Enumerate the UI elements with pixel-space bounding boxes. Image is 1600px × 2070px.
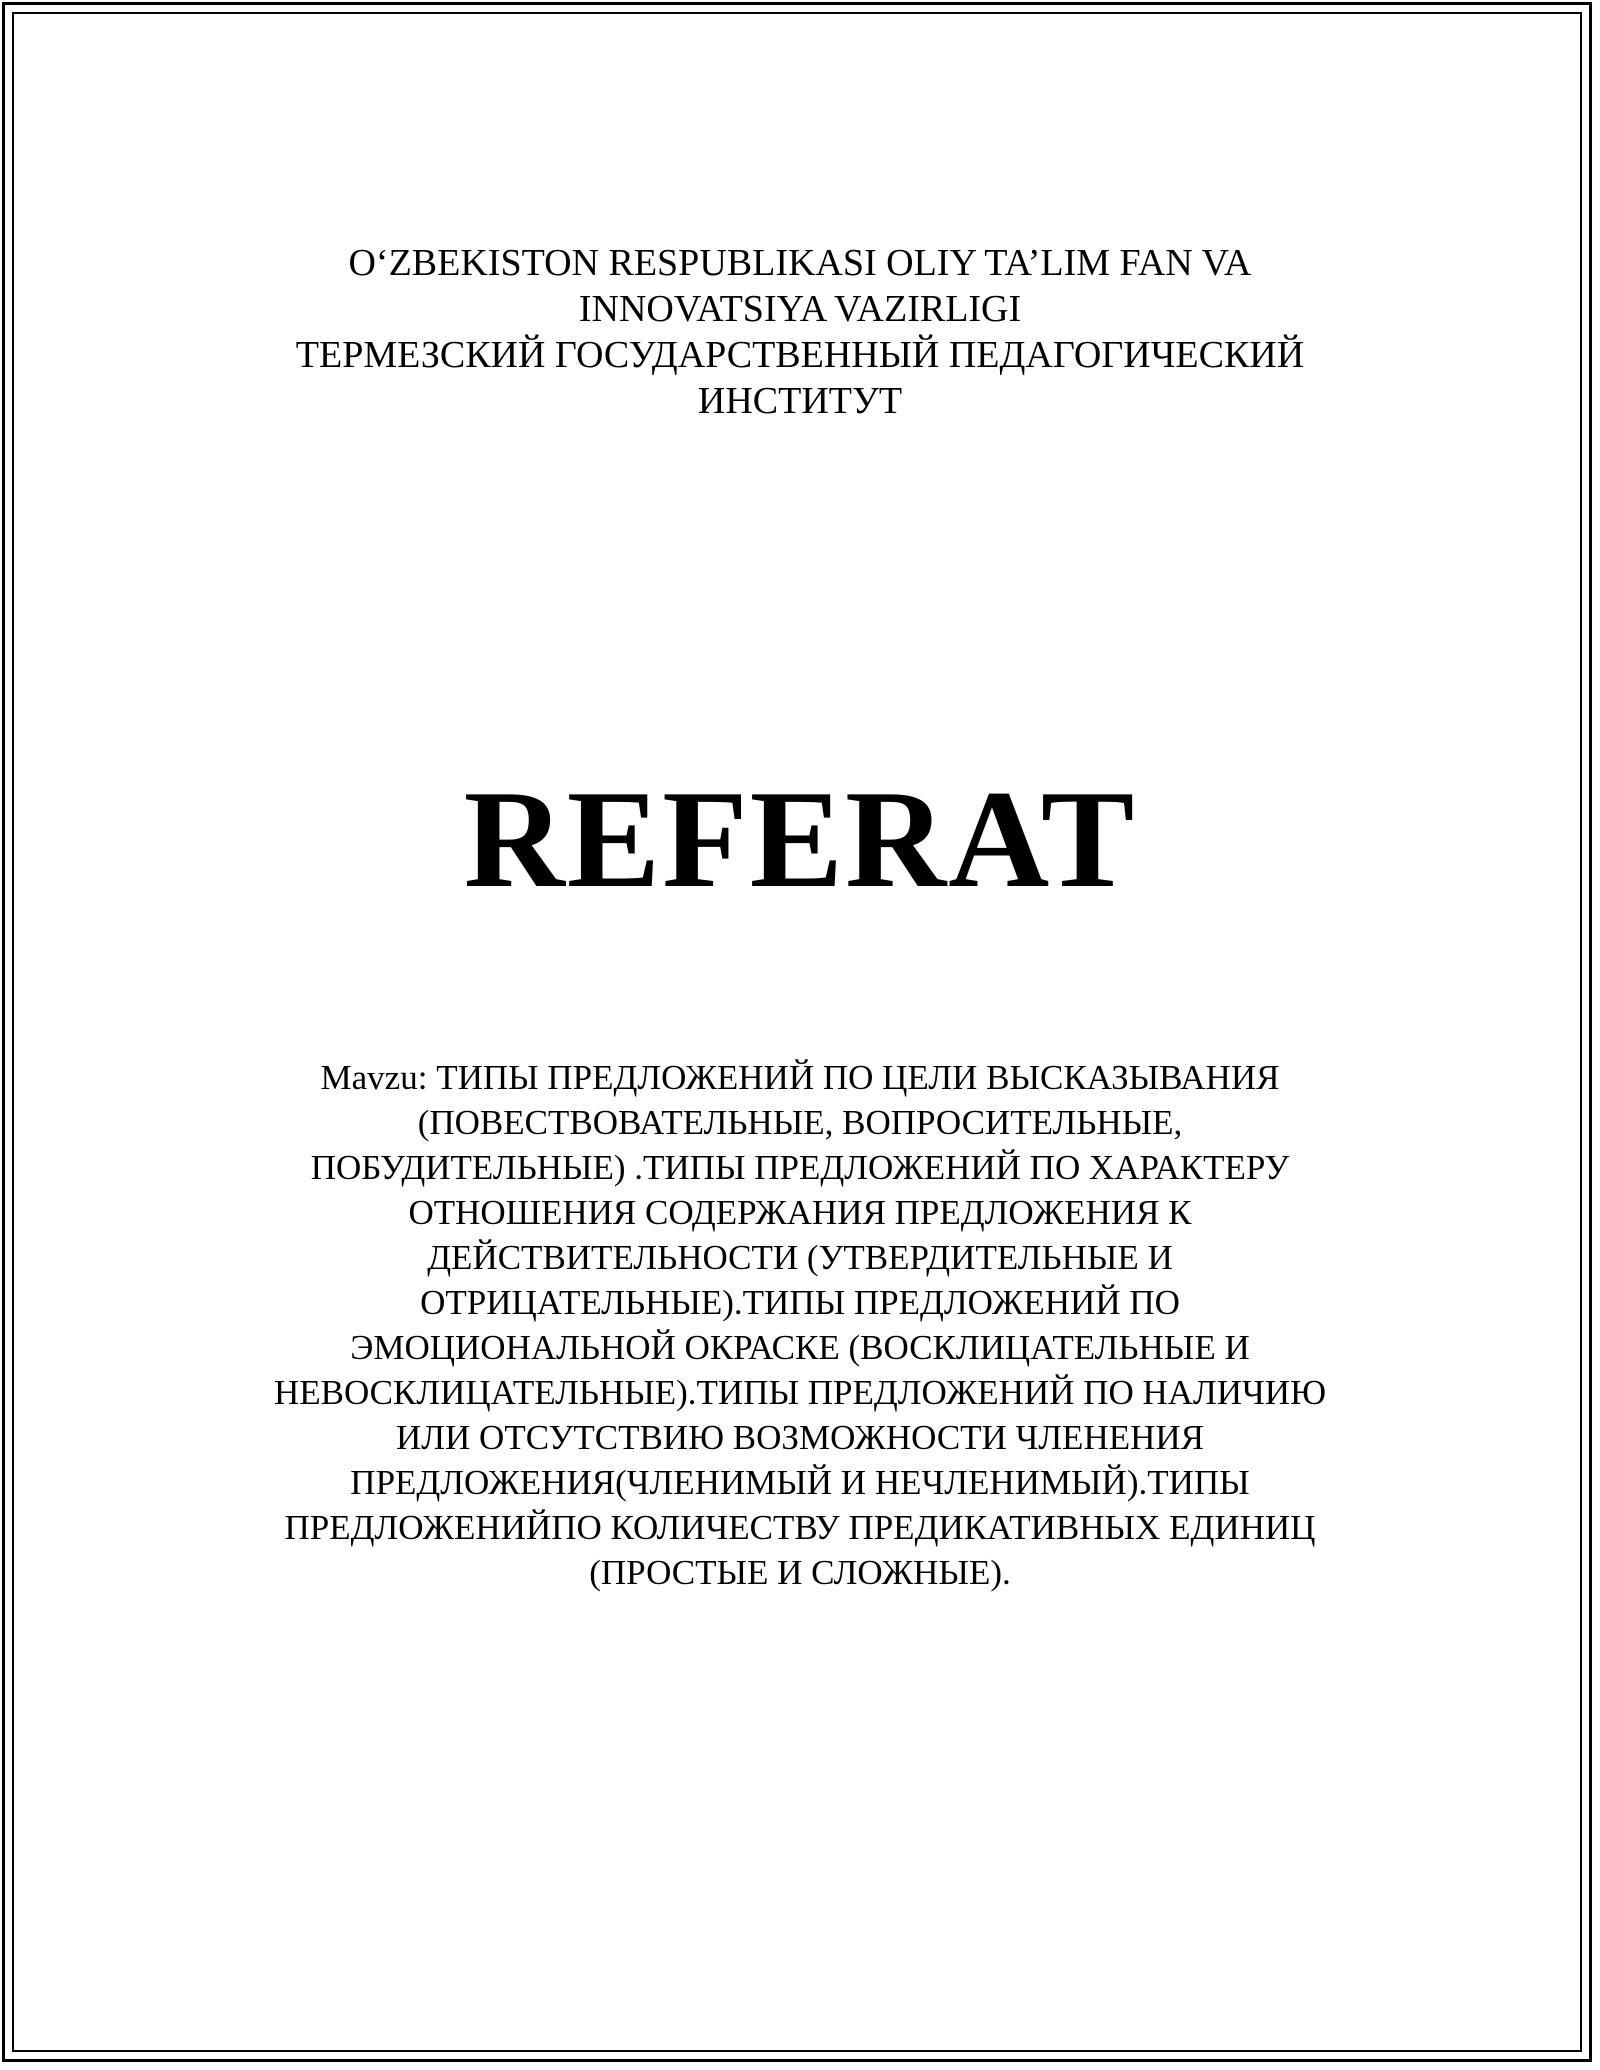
header-line: ИНСТИТУТ <box>697 380 903 422</box>
topic-line: ДЕЙСТВИТЕЛЬНОСТИ (УТВЕРДИТЕЛЬНЫЕ И <box>427 1238 1173 1277</box>
header-line: O‘ZBEKISTON RESPUBLIKASI OLIY TA’LIM FAN VA <box>348 242 1252 284</box>
document-title: REFERAT <box>463 762 1137 917</box>
header-line: INNOVATSIYA VAZIRLIGI <box>578 288 1022 330</box>
topic-line: ИЛИ ОТСУТСТВИЮ ВОЗМОЖНОСТИ ЧЛЕНЕНИЯ <box>396 1418 1204 1457</box>
topic-line: ОТРИЦАТЕЛЬНЫЕ).ТИПЫ ПРЕДЛОЖЕНИЙ ПО <box>420 1283 1180 1322</box>
topic-line: ПРЕДЛОЖЕНИЙПО КОЛИЧЕСТВУ ПРЕДИКАТИВНЫХ ЕДИНИЦ <box>284 1508 1316 1547</box>
header-line: ТЕРМЕЗСКИЙ ГОСУДАРСТВЕННЫЙ ПЕДАГОГИЧЕСКИЙ <box>295 334 1305 376</box>
topic-line: ПОБУДИТЕЛЬНЫЕ) .ТИПЫ ПРЕДЛОЖЕНИЙ ПО ХАРАКТЕРУ <box>310 1148 1290 1187</box>
topic-line: ОТНОШЕНИЯ СОДЕРЖАНИЯ ПРЕДЛОЖЕНИЯ К <box>408 1193 1192 1232</box>
topic-line: ПРЕДЛОЖЕНИЯ(ЧЛЕНИМЫЙ И НЕЧЛЕНИМЫЙ).ТИПЫ <box>350 1463 1250 1502</box>
topic-line: ЭМОЦИОНАЛЬНОЙ ОКРАСКЕ (ВОСКЛИЦАТЕЛЬНЫЕ И <box>350 1328 1250 1367</box>
topic-line: (ПОВЕСТВОВАТЕЛЬНЫЕ, ВОПРОСИТЕЛЬНЫЕ, <box>417 1103 1183 1142</box>
topic-line: Mavzu: ТИПЫ ПРЕДЛОЖЕНИЙ ПО ЦЕЛИ ВЫСКАЗЫВАНИЯ <box>320 1058 1280 1097</box>
institution-header <box>200 240 1400 424</box>
topic-block <box>200 1055 1400 1595</box>
topic-line: НЕВОСКЛИЦАТЕЛЬНЫЕ).ТИПЫ ПРЕДЛОЖЕНИЙ ПО НАЛИЧИЮ <box>273 1373 1327 1412</box>
topic-line: (ПРОСТЫЕ И СЛОЖНЫЕ). <box>589 1553 1011 1592</box>
